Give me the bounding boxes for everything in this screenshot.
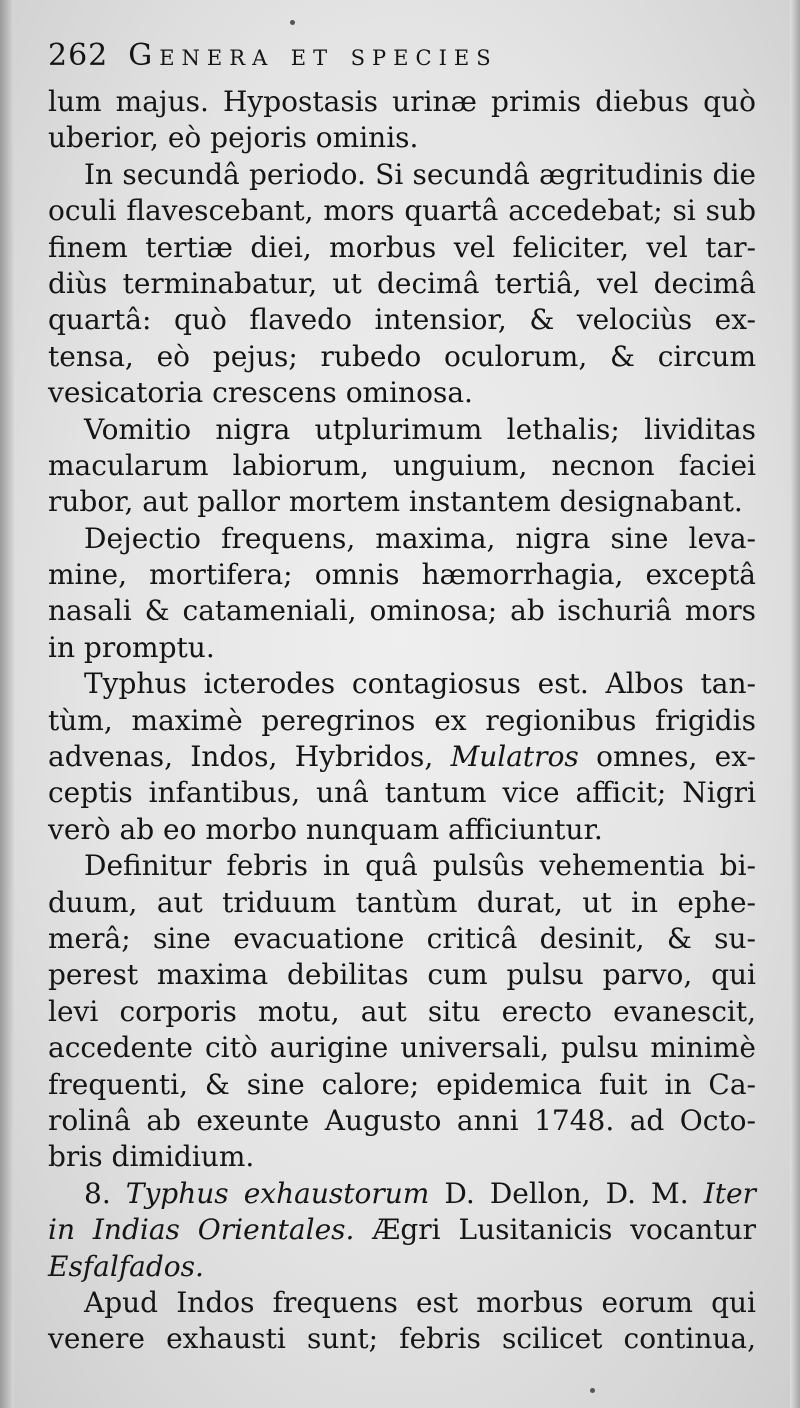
text-line [48, 375, 756, 411]
text-segment: uberior, eò pejoris ominis. [48, 121, 419, 155]
text-line [48, 484, 756, 520]
text-line [48, 703, 756, 739]
text-line [48, 1103, 756, 1139]
italic-text: Iter [703, 1176, 756, 1210]
text-segment: quartâ: quò flavedo intensior, & velociùs ex- [48, 303, 756, 337]
italic-text: in Indias Orientales. [48, 1213, 355, 1247]
italic-text: Esfalfados. [48, 1249, 204, 1283]
italic-text: Typhus exhaustorum [125, 1176, 430, 1210]
text-line [48, 157, 756, 193]
text-line [48, 739, 756, 775]
text-line [48, 812, 756, 848]
text-line [48, 885, 756, 921]
text-segment: in promptu. [48, 630, 215, 664]
text-segment: bris dimidium. [48, 1140, 255, 1174]
text-segment: Apud Indos frequens est morbus eorum qui [84, 1285, 756, 1319]
text-line [48, 1321, 756, 1357]
text-line [48, 1249, 756, 1285]
text-line [48, 1139, 756, 1175]
body-text [48, 84, 756, 1358]
text-segment: Dejectio frequens, maxima, nigra sine leva- [84, 521, 756, 555]
text-segment: duum, aut triduum tantùm durat, ut in ephe- [48, 885, 756, 919]
text-segment: diùs terminabatur, ut decimâ tertiâ, vel decimâ [48, 266, 756, 300]
text-line [48, 1030, 756, 1066]
text-segment: frequenti, & sine calore; epidemica fuit in Ca- [48, 1067, 756, 1101]
text-line [48, 266, 756, 302]
text-line [48, 448, 756, 484]
running-title: Genera et species [128, 38, 498, 73]
text-line [48, 775, 756, 811]
text-line [48, 957, 756, 993]
text-segment: omnes, ex- [578, 740, 756, 774]
text-line [48, 1176, 756, 1212]
text-segment: finem tertiæ diei, morbus vel feliciter, vel tar- [48, 230, 756, 264]
text-segment: lum majus. Hypostasis urinæ primis diebus quò [48, 85, 756, 118]
text-line [48, 120, 756, 156]
paper-speck [590, 1388, 595, 1393]
text-line [48, 339, 756, 375]
paper-speck [290, 20, 295, 25]
text-segment: In secundâ periodo. Si secundâ ægritudinis die [84, 157, 756, 191]
text-line [48, 593, 756, 629]
text-segment: levi corporis motu, aut situ erecto evanescit, [48, 994, 756, 1028]
text-segment: 8. [84, 1176, 126, 1210]
page-edge-shadow [0, 0, 14, 1408]
text-segment: verò ab eo morbo nunquam afficiuntur. [48, 812, 603, 846]
text-segment: ceptis infantibus, unâ tantum vice afficit; Nigri [48, 776, 756, 810]
text-segment: nasali & catameniali, ominosa; ab ischuriâ mors [48, 594, 756, 628]
text-line [48, 921, 756, 957]
text-line [48, 1212, 756, 1248]
text-segment: Definitur febris in quâ pulsûs vehementia bi- [84, 849, 756, 883]
text-segment: advenas, Indos, Hybridos, [48, 740, 451, 774]
text-line [48, 630, 756, 666]
text-line [48, 994, 756, 1030]
text-segment: Ægri Lusitanicis vocantur [354, 1213, 756, 1247]
text-line [48, 521, 756, 557]
text-segment: merâ; sine evacuatione criticâ desinit, & su- [48, 921, 756, 955]
text-segment: vesicatoria crescens ominosa. [48, 376, 473, 410]
text-segment: rubor, aut pallor mortem instantem designabant. [48, 485, 743, 519]
text-segment: macularum labiorum, unguium, necnon faciei [48, 448, 756, 482]
page-number: 262 [48, 38, 109, 73]
italic-text: Mulatros [450, 740, 579, 774]
text-line [48, 1285, 756, 1321]
text-line [48, 302, 756, 338]
page-header [48, 38, 748, 82]
text-segment: Typhus icterodes contagiosus est. Albos tan- [84, 667, 756, 701]
text-line [48, 557, 756, 593]
text-segment: venere exhausti sunt; febris scilicet continua, [48, 1322, 756, 1356]
text-line [48, 412, 756, 448]
text-segment: perest maxima debilitas cum pulsu parvo, qui [48, 958, 756, 992]
text-line [48, 230, 756, 266]
text-segment: rolinâ ab exeunte Augusto anni 1748. ad Octo- [48, 1103, 756, 1137]
text-segment: Vomitio nigra utplurimum lethalis; lividitas [84, 412, 756, 446]
text-segment: tùm, maximè peregrinos ex regionibus frigidis [48, 703, 756, 737]
text-line [48, 1067, 756, 1103]
text-segment: accedente citò aurigine universali, pulsu minimè [48, 1031, 756, 1065]
text-line [48, 84, 756, 120]
text-segment: tensa, eò pejus; rubedo oculorum, & circum [48, 339, 756, 373]
page-edge-shadow [790, 0, 800, 1408]
text-segment: D. Dellon, D. M. [429, 1176, 704, 1210]
text-segment: oculi flavescebant, mors quartâ accedebat; si sub [48, 194, 756, 228]
text-line [48, 193, 756, 229]
text-line [48, 666, 756, 702]
text-line [48, 848, 756, 884]
text-segment: mine, mortifera; omnis hæmorrhagia, exceptâ [48, 558, 756, 592]
